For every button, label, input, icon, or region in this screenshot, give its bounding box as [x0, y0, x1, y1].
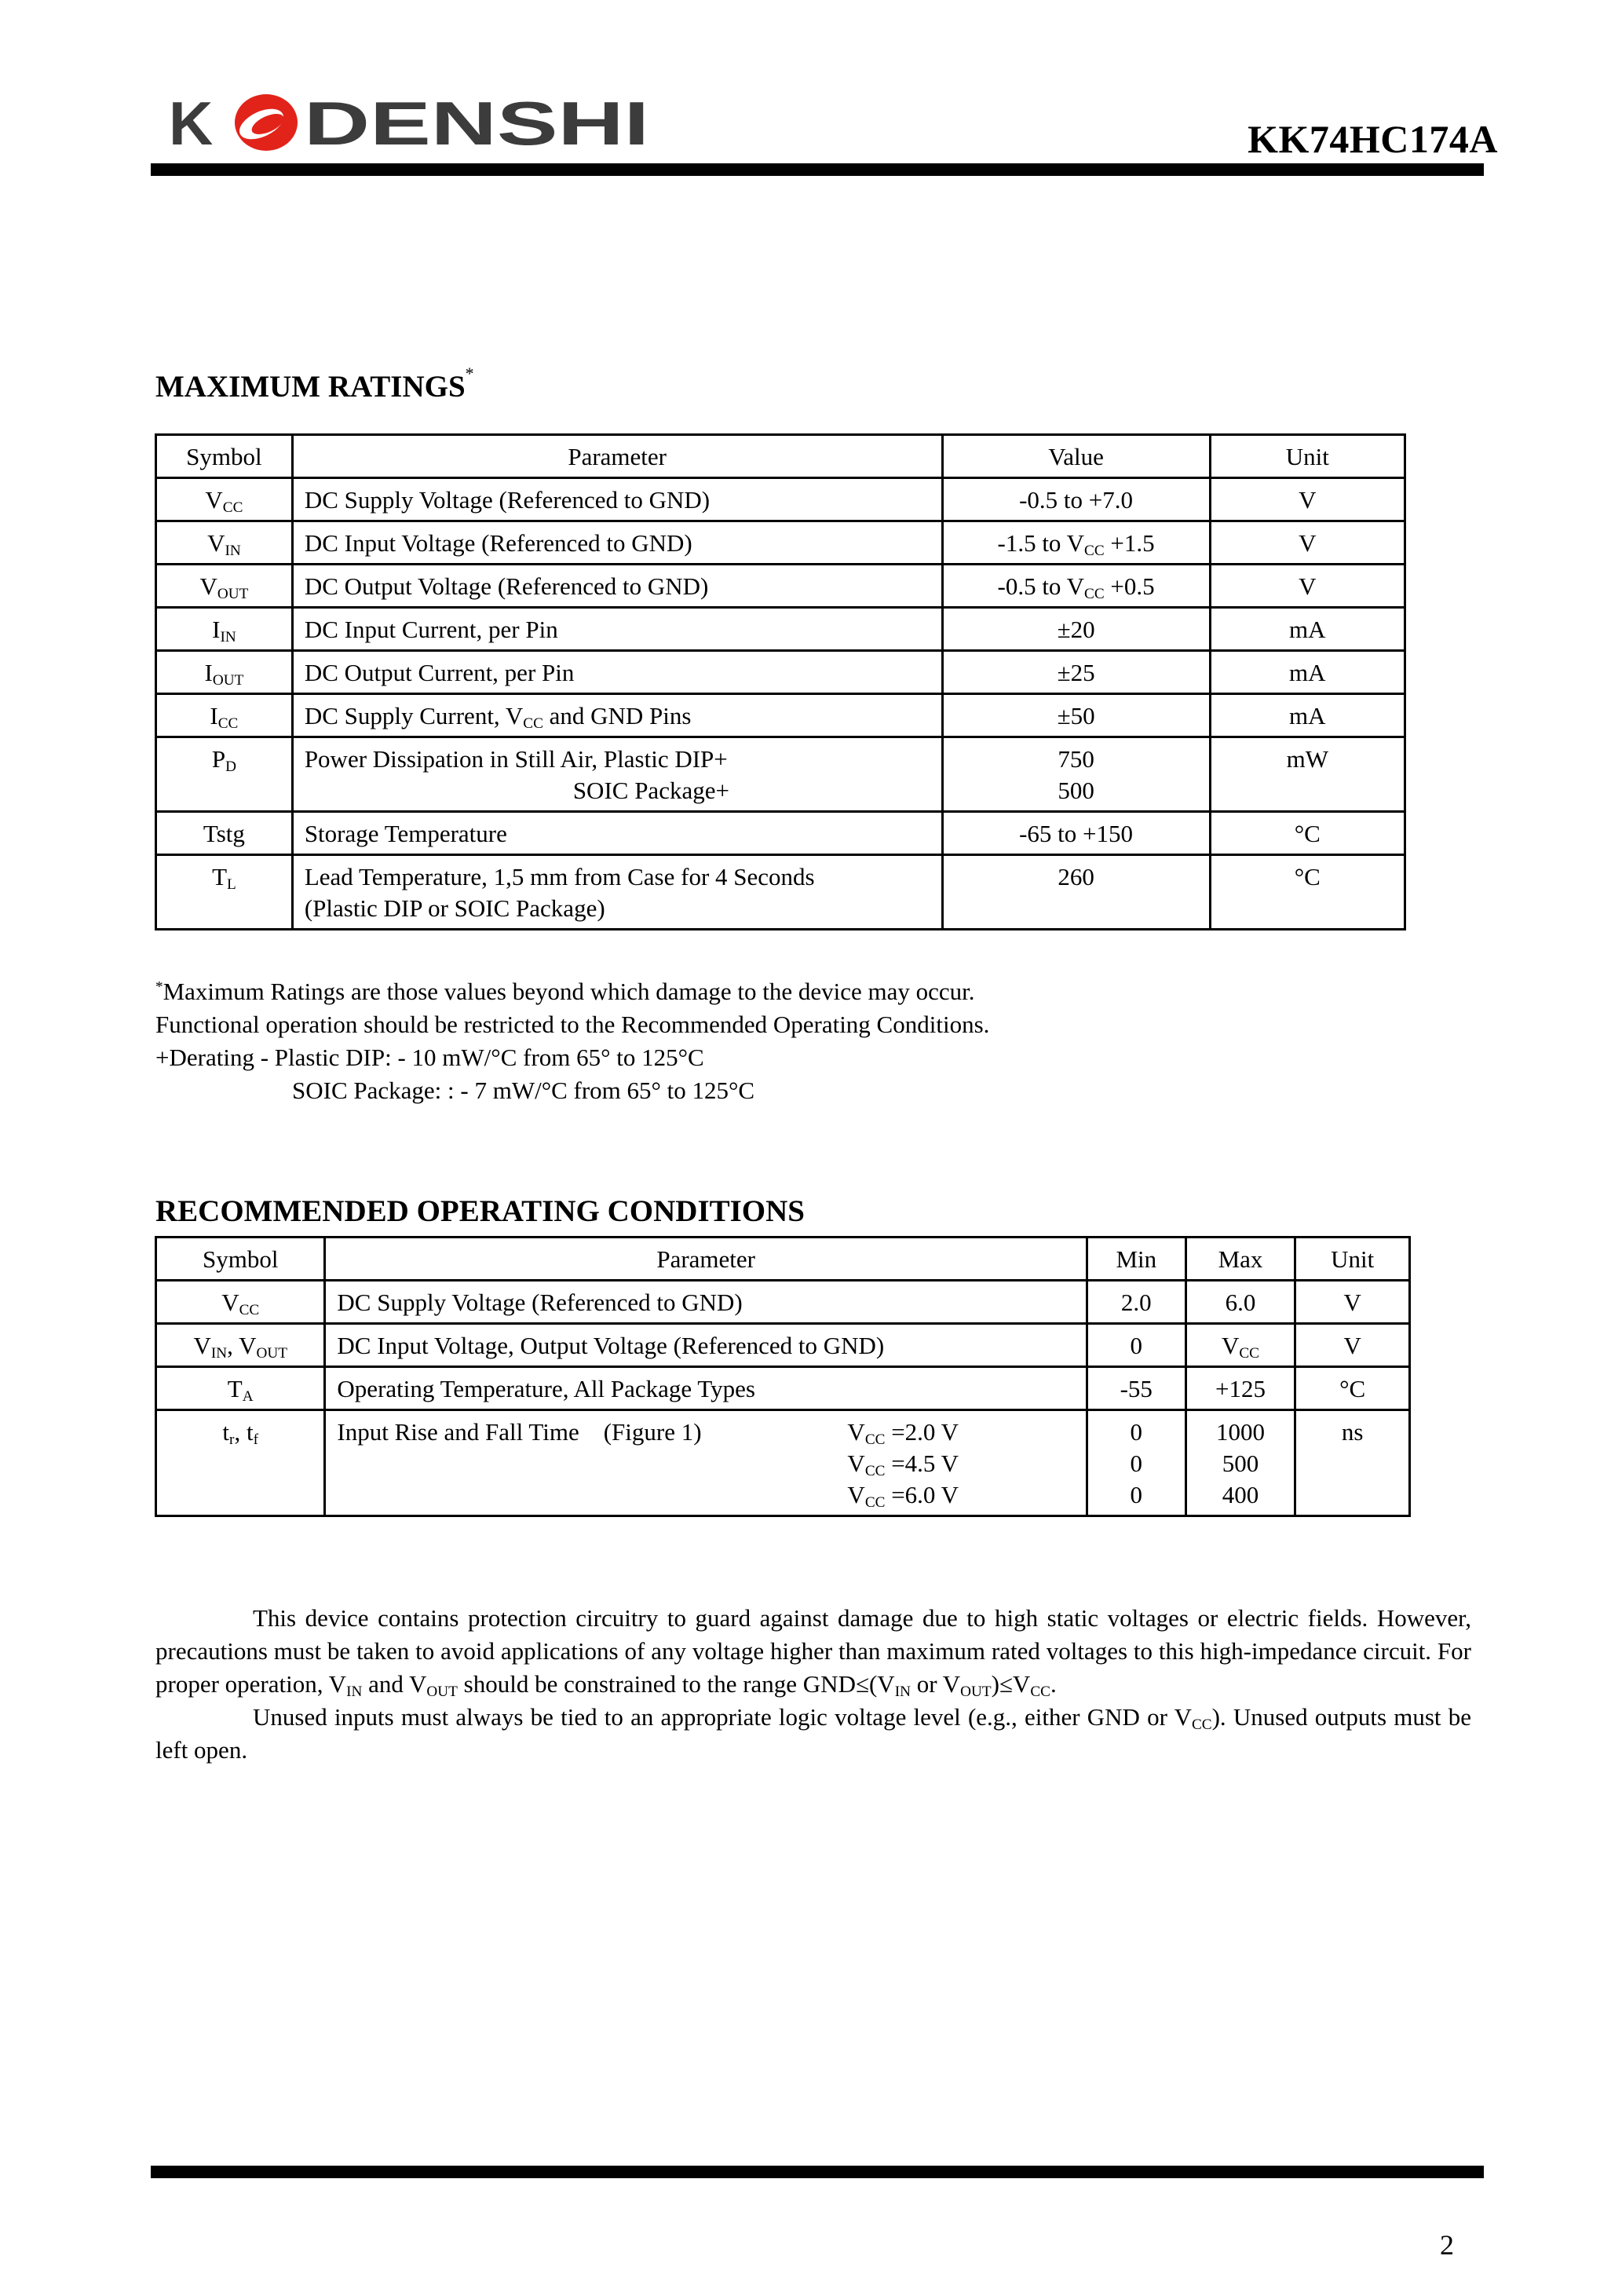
parameter-cell: DC Input Voltage (Referenced to GND) — [292, 521, 942, 565]
max-ratings-table — [155, 433, 1406, 930]
logo-letter-k: K — [169, 93, 214, 155]
unit-cell: °C — [1210, 855, 1405, 930]
note-line: Functional operation should be restricted to the Recommended Operating Conditions. — [155, 1011, 990, 1038]
table-header-row — [156, 1238, 1410, 1281]
value-cell: -0.5 to +7.0 — [942, 478, 1210, 521]
max-cell: 6.0 — [1185, 1281, 1295, 1324]
max-cell: 1000 500 400 — [1185, 1410, 1295, 1516]
table-row — [156, 1410, 1410, 1516]
table-row — [156, 565, 1405, 608]
unit-cell: V — [1295, 1281, 1410, 1324]
table-row — [156, 812, 1405, 855]
parameter-cell: DC Output Voltage (Referenced to GND) — [292, 565, 942, 608]
unit-cell: V — [1210, 478, 1405, 521]
unit-cell: mW — [1210, 737, 1405, 812]
document-id: KK74HC174A — [1248, 117, 1498, 161]
symbol-cell: $I_{IN}$ — [156, 608, 293, 651]
unit-cell: ns — [1295, 1410, 1410, 1516]
max-ratings-title-mark: * — [465, 364, 474, 383]
value-cell: ±50 — [942, 694, 1210, 737]
header-parameter: Parameter — [325, 1238, 1087, 1281]
unit-cell: °C — [1210, 812, 1405, 855]
symbol-cell: $V_{OUT}$ — [156, 565, 293, 608]
value-cell: 750 500 — [942, 737, 1210, 812]
symbol-cell: $t_r$, $t_f$ — [156, 1410, 325, 1516]
table-row — [156, 1281, 1410, 1324]
unit-cell: mA — [1210, 694, 1405, 737]
protection-text — [155, 1602, 1471, 1767]
symbol-cell: $P_D$ — [156, 737, 293, 812]
max-ratings-title — [155, 364, 474, 404]
parameter-cell: DC Supply Voltage (Referenced to GND) — [292, 478, 942, 521]
max-cell: $V_{CC}$ — [1185, 1324, 1295, 1367]
min-cell: 0 — [1087, 1324, 1185, 1367]
logo-o-swirl-icon — [235, 94, 298, 151]
table-row — [156, 855, 1405, 930]
table-row — [156, 1367, 1410, 1410]
header-symbol: Symbol — [156, 435, 293, 478]
header-unit: Unit — [1295, 1238, 1410, 1281]
table-row — [156, 1324, 1410, 1367]
parameter-cell: Storage Temperature — [292, 812, 942, 855]
value-cell: -65 to +150 — [942, 812, 1210, 855]
symbol-cell: $V_{CC}$ — [156, 478, 293, 521]
table-row — [156, 694, 1405, 737]
table-row — [156, 608, 1405, 651]
parameter-cell: Operating Temperature, All Package Types — [325, 1367, 1087, 1410]
table-row — [156, 651, 1405, 694]
note-line: *Maximum Ratings are those values beyond which damage to the device may occur. — [155, 978, 975, 1005]
symbol-cell: $T_A$ — [156, 1367, 325, 1410]
symbol-cell: $V_{IN}$, $V_{OUT}$ — [156, 1324, 325, 1367]
value-cell: ±25 — [942, 651, 1210, 694]
header-max: Max — [1185, 1238, 1295, 1281]
header-min: Min — [1087, 1238, 1185, 1281]
unit-cell: °C — [1295, 1367, 1410, 1410]
max-ratings-notes — [155, 975, 989, 1107]
table-header-row — [156, 435, 1405, 478]
page-number: 2 — [1440, 2229, 1454, 2261]
value-cell: -1.5 to $V_{CC} +1.5$ — [942, 521, 1210, 565]
value-cell: 260 — [942, 855, 1210, 930]
parameter-cell: Power Dissipation in Still Air, Plastic DIP+ SOIC Package+ — [292, 737, 942, 812]
symbol-cell: $T_L$ — [156, 855, 293, 930]
unit-cell: V — [1210, 565, 1405, 608]
table-row — [156, 521, 1405, 565]
header-unit: Unit — [1210, 435, 1405, 478]
min-cell: -55 — [1087, 1367, 1185, 1410]
parameter-cell: Lead Temperature, 1,5 mm from Case for 4 Seconds (Plastic DIP or SOIC Package) — [292, 855, 942, 930]
table-row — [156, 737, 1405, 812]
unit-cell: V — [1295, 1324, 1410, 1367]
min-cell: 2.0 — [1087, 1281, 1185, 1324]
header-parameter: Parameter — [292, 435, 942, 478]
header-value: Value — [942, 435, 1210, 478]
header-rule — [151, 163, 1484, 176]
note-line: +Derating - Plastic DIP: - 10 mW/°C from 65° to 125°C — [155, 1044, 704, 1071]
kodenshi-logo-icon — [169, 93, 656, 155]
value-cell: ±20 — [942, 608, 1210, 651]
unit-cell: V — [1210, 521, 1405, 565]
logo-letters-denshi: DENSHI — [304, 93, 649, 155]
header-symbol: Symbol — [156, 1238, 325, 1281]
symbol-cell: Tstg — [156, 812, 293, 855]
parameter-cell: Input Rise and Fall Time (Figure 1) $V_{CC} =2.0$ V $V_{CC} =4.5$ V $V_{CC} =6.0$ V — [325, 1410, 1087, 1516]
max-cell: +125 — [1185, 1367, 1295, 1410]
unused-inputs-paragraph: Unused inputs must always be tied to an appropriate logic voltage level (e.g., either GND or $V_{CC}$). Unused outputs must be left open. — [155, 1703, 1472, 1764]
protection-paragraph: This device contains protection circuitry to guard against damage due to high static voltages or electric fields. However, precautions must be taken to avoid applications of any voltage higher than maximum rated voltages to this high-impedance circuit. For proper operation, $V_{IN}$ and $V_{OUT}$ should be constrained to the range $GND\le(V_{IN}$ or $V_{OUT})\le V_{CC}$. — [155, 1604, 1471, 1700]
symbol-cell: $V_{IN}$ — [156, 521, 293, 565]
note-line: SOIC Package: : - 7 mW/°C from 65° to 125°C — [292, 1077, 755, 1104]
symbol-cell: $I_{OUT}$ — [156, 651, 293, 694]
footer-rule — [151, 2166, 1484, 2178]
parameter-cell: DC Output Current, per Pin — [292, 651, 942, 694]
value-cell: -0.5 to $V_{CC} +0.5$ — [942, 565, 1210, 608]
max-ratings-title-text: MAXIMUM RATINGS — [155, 370, 466, 404]
symbol-cell: $V_{CC}$ — [156, 1281, 325, 1324]
company-logo — [169, 93, 656, 155]
rec-conditions-title: RECOMMENDED OPERATING CONDITIONS — [155, 1194, 805, 1228]
parameter-cell: DC Supply Voltage (Referenced to GND) — [325, 1281, 1087, 1324]
parameter-cell: DC Input Voltage, Output Voltage (Referenced to GND) — [325, 1324, 1087, 1367]
symbol-cell: $I_{CC}$ — [156, 694, 293, 737]
rec-conditions-table — [155, 1236, 1411, 1517]
unit-cell: mA — [1210, 608, 1405, 651]
min-cell: 0 0 0 — [1087, 1410, 1185, 1516]
parameter-cell: DC Supply Current, $V_{CC}$ and GND Pins — [292, 694, 942, 737]
parameter-cell: DC Input Current, per Pin — [292, 608, 942, 651]
unit-cell: mA — [1210, 651, 1405, 694]
table-row — [156, 478, 1405, 521]
